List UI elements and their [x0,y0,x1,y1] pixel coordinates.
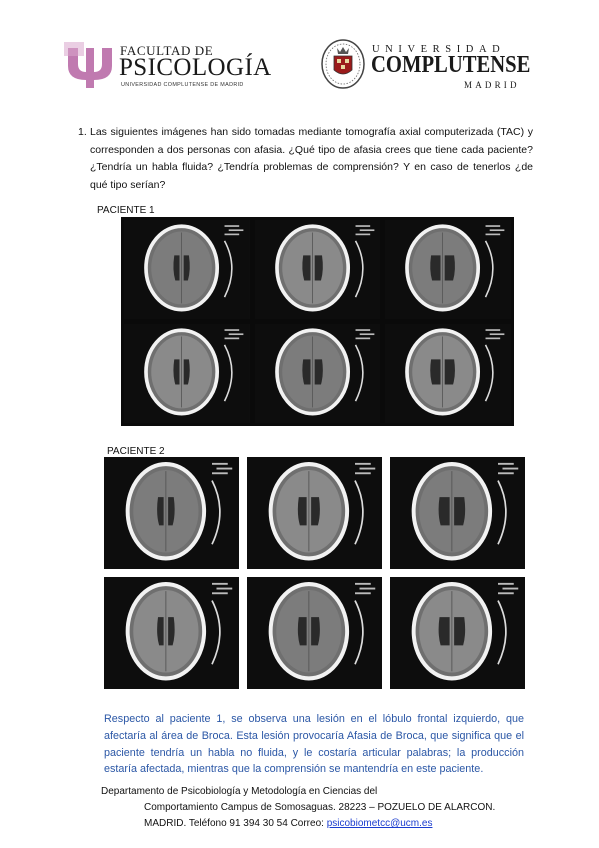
patient-1-ct-slice [385,324,511,423]
faculty-logo [64,40,274,92]
patient-2-ct-slice [104,577,239,689]
patient-2-label: PACIENTE 2 [107,446,165,457]
question-number: 1. [78,126,87,138]
footer-line3 [144,818,432,829]
patient-2-ct-slice [247,457,382,569]
psi-logo-icon [64,42,114,90]
university-line1: UNIVERSIDAD [372,44,506,55]
patient-1-ct-slice [124,220,250,319]
footer-contact: MADRID. Teléfono 91 394 30 54 Correo: [144,818,327,829]
university-line3: MADRID [464,80,520,90]
university-line2: COMPLUTENSE [371,52,531,78]
faculty-line3: UNIVERSIDAD COMPLUTENSE DE MADRID [121,82,244,88]
university-seal-icon [320,38,366,90]
patient-1-ct-scans [121,217,514,426]
patient-1-ct-slice [385,220,511,319]
patient-2-ct-slice [390,577,525,689]
patient-2-ct-slice [247,577,382,689]
footer-line2: Comportamiento Campus de Somosaguas. 28223 – POZUELO DE ALARCON. [144,802,496,813]
patient-1-ct-slice [255,324,381,423]
patient-2-ct-scans [104,457,525,689]
patient-2-ct-slice [390,457,525,569]
faculty-line2: PSICOLOGÍA [119,54,272,81]
university-logo [320,38,532,94]
patient-1-label: PACIENTE 1 [97,205,155,216]
question-block [78,124,533,194]
faculty-line1: FACULTAD DE [120,43,214,58]
question-text: Las siguientes imágenes han sido tomadas mediante tomografía axial computerizada (TAC) y corresponden a dos personas con afasia. ¿Qué tipo de afasia crees que tiene cada paciente? ¿Tendría un habla fluida? ¿Tendría problemas de comprensión? Y en caso de tenerlos ¿de qué tipo serían? [90,126,533,191]
patient-1-ct-slice [255,220,381,319]
footer-line1: Departamento de Psicobiología y Metodología en Ciencias del [101,786,378,797]
footer-email-link[interactable]: psicobiometcc@ucm.es [326,818,433,829]
patient-1-ct-slice [124,324,250,423]
answer-text: Respecto al paciente 1, se observa una lesión en el lóbulo frontal izquierdo, que afectaría al área de Broca. Esta lesión provocaría Afasia de Broca, que significa que el paciente tendría un habla no fluida, y le costaría articular palabras; la producción estaría afectada, mientras que la comprensión se mantendría en este paciente. [104,713,524,776]
patient-2-ct-slice [104,457,239,569]
